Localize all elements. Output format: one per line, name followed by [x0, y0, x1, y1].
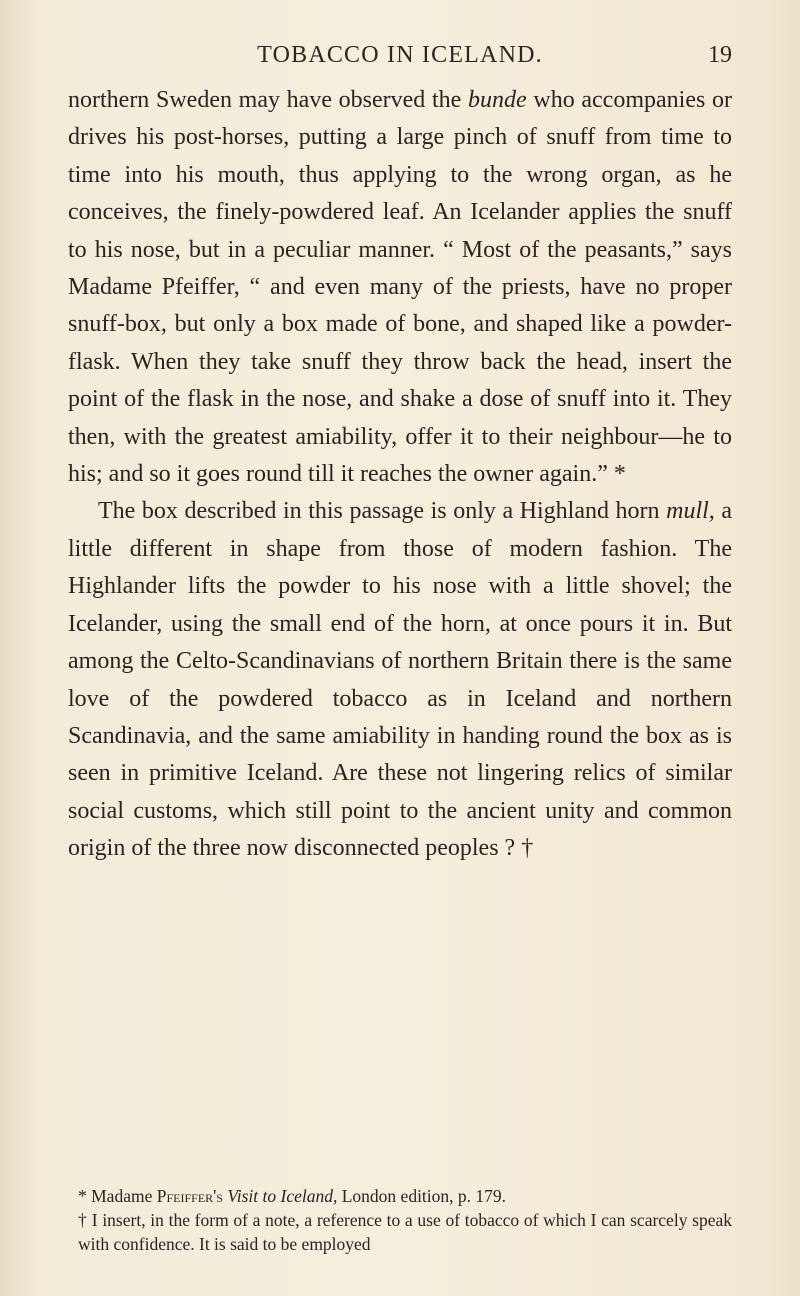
footnote-1-marker: * — [78, 1186, 92, 1206]
footnote-1-lead: Madame — [91, 1186, 157, 1206]
running-title: TOBACCO IN ICELAND. — [257, 42, 543, 68]
paragraph-2-text-a: The box described in this passage is only a Highland horn — [98, 498, 667, 525]
paragraph-2 — [68, 493, 732, 867]
paragraph-1-italic: bunde — [468, 87, 527, 113]
footnote-1-author: Pfeiffer's — [156, 1186, 223, 1206]
footnote-1-rest: London edition, p. 179. — [337, 1186, 507, 1206]
paragraph-2-text-b: a little different in shape from those of modern fashion. The Highlander lifts the powder to his nose with a little shovel; the Icelander, using the small end of the horn, at once pours it in. But among the Celto-Scandinavians of northern Britain there is the same love of the powdered tobacco as in Iceland and northern Scandinavia, and the same amiability in handing round the box as is seen in primitive Iceland. Are these not lingering relics of similar social customs, which still point to the ancient unity and common origin of the three now disconnected peoples ? † — [68, 498, 732, 862]
page-header — [68, 42, 732, 78]
page-number: 19 — [708, 42, 732, 68]
paragraph-1-text-a: northern Sweden may have observed the — [68, 87, 469, 113]
footnote-2: † I insert, in the form of a note, a reference to a use of tobacco of which I can scarcely speak with confidence. It is said to be employed — [78, 1210, 732, 1254]
body-text — [68, 82, 732, 868]
footnote-1 — [78, 1184, 732, 1208]
footnote-1-title: Visit to Iceland, — [227, 1186, 338, 1206]
paragraph-2-italic: mull, — [666, 498, 715, 525]
paragraph-1-text-b: who accompanies or drives his post-horses, putting a large pinch of snuff from time to time into his mouth, thus applying to the wrong organ, as he conceives, the finely-powdered leaf. An Icelander applies the snuff to his nose, but in a peculiar manner. “ Most of the peasants,” says Madame Pfeiffer, “ and even many of the priests, have no proper snuff-box, but only a box made of bone, and shaped like a powder-flask. When they take snuff they throw back the head, insert the point of the flask in the nose, and shake a dose of snuff into it. They then, with the greatest amiability, offer it to their neighbour—he to his; and so it goes round till it reaches the owner again.” * — [68, 87, 733, 488]
footnotes — [78, 1184, 732, 1256]
paragraph-1 — [68, 82, 732, 493]
